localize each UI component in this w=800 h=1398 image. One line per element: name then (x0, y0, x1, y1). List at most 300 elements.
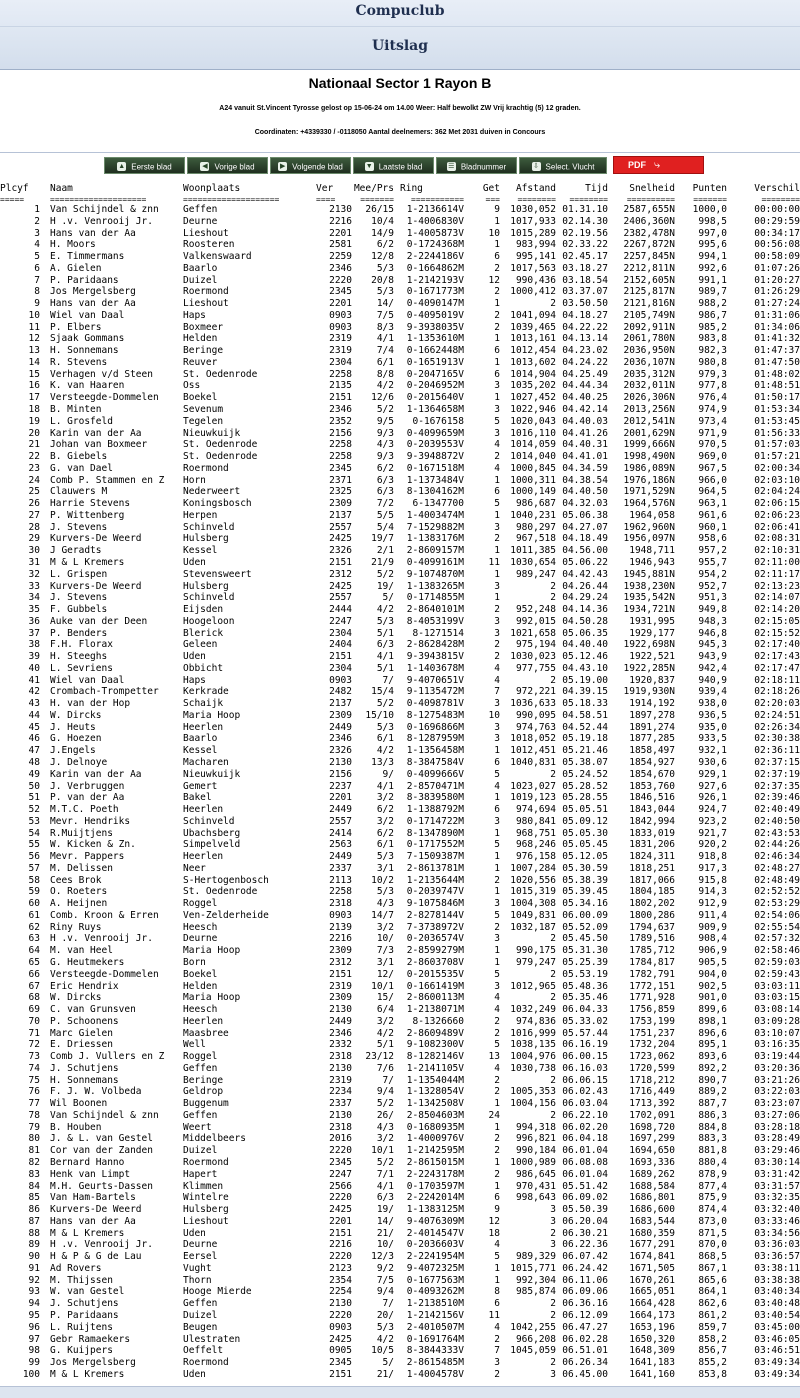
cell-entries: 10/4 (371, 215, 394, 227)
cell-club: 2201 (329, 227, 352, 239)
cell-ring-number: 1-2136614V (406, 204, 464, 215)
cell-name[interactable]: J. Schutjens (50, 1062, 119, 1074)
cell-town[interactable]: Sevenum (183, 404, 224, 416)
cell-points: 938,0 (698, 698, 727, 710)
cell-town[interactable]: Roermond (183, 462, 229, 474)
cell-town[interactable]: Thorn (183, 1274, 212, 1286)
cell-name[interactable]: W. Dircks (50, 709, 102, 721)
cell-town[interactable]: Deurne (183, 1239, 218, 1251)
cell-name[interactable]: E. Driessen (50, 1039, 113, 1051)
cell-town[interactable]: Hapert (183, 1168, 218, 1180)
cell-difference: 00:00:00 (754, 204, 800, 215)
cell-club: 2404 (329, 639, 352, 651)
cell-rank: 77 (28, 1098, 40, 1110)
cell-name[interactable]: Mevr. Pappers (50, 851, 125, 863)
cell-name[interactable]: M. Delissen (50, 862, 113, 874)
cell-town[interactable]: Deurne (183, 933, 218, 945)
cell-name[interactable]: J. Heuts (50, 721, 96, 733)
cell-name[interactable]: P. Paridaans (50, 1309, 119, 1321)
cell-name[interactable]: J.Engels (50, 745, 96, 757)
cell-town[interactable]: Heerlen (183, 804, 224, 816)
cell-town[interactable]: Oss (183, 380, 201, 392)
cell-town[interactable]: Kessel (183, 745, 218, 757)
cell-name[interactable]: M.H. Geurts-Dassen (50, 1180, 153, 1192)
cell-name[interactable]: Karin van der Aa (50, 427, 142, 439)
cell-name[interactable]: Mevr. Hendriks (50, 815, 131, 827)
cell-name[interactable]: Cees Brok (50, 874, 102, 886)
cell-town[interactable]: Macharen (183, 756, 229, 768)
cell-name[interactable]: Van Ham-Bartels (50, 1192, 136, 1204)
cell-name[interactable]: H. Sonnemans (50, 1074, 119, 1086)
cell-difference: 02:06:41 (754, 521, 800, 533)
cell-entries: 14/7 (371, 909, 394, 921)
cell-name[interactable]: Johan van Boxmeer (50, 439, 148, 451)
cell-town[interactable]: Born (183, 957, 206, 968)
cell-town[interactable]: Hoogeloon (183, 615, 235, 627)
cell-points: 998,5 (698, 215, 727, 227)
cell-ring-number: 1-1403678M (406, 662, 464, 674)
cell-name[interactable]: M & L Kremers (50, 1227, 125, 1239)
select-flight-button[interactable]: ⇩ Select. Vlucht (519, 157, 607, 174)
cell-town[interactable]: St. Oedenrode (183, 886, 258, 898)
cell-name[interactable]: F.H. Florax (50, 639, 113, 651)
cell-town[interactable]: Bakel (183, 792, 212, 804)
cell-town[interactable]: Uden (183, 556, 206, 568)
cell-name[interactable]: H .v. Venrooij Jr. (50, 1239, 153, 1251)
table-row (0, 639, 800, 651)
cell-entries: 12/8 (371, 251, 394, 263)
cell-name[interactable]: Wiel van Daal (50, 674, 125, 686)
cell-town[interactable]: Vught (183, 1262, 212, 1274)
cell-name[interactable]: L. Ruijtens (50, 1321, 113, 1333)
page-number-button[interactable]: ☰ Bladnummer (436, 157, 517, 174)
prev-page-button[interactable]: ◀ Vorige blad (187, 157, 268, 174)
download-icon: ⇩ (533, 163, 539, 171)
cell-town[interactable]: Geldrop (183, 1086, 224, 1098)
cell-town[interactable]: Neer (183, 862, 206, 874)
cell-town[interactable]: Heesch (183, 921, 218, 933)
cell-arrived: 1 (494, 545, 500, 557)
cell-difference: 02:37:15 (754, 756, 800, 768)
cell-points: 884,8 (698, 1121, 727, 1133)
table-row (0, 1298, 800, 1310)
cell-name[interactable]: L. Grosfeld (50, 415, 113, 427)
cell-town[interactable]: Eersel (183, 1251, 218, 1263)
cell-town[interactable]: Roermond (183, 1157, 229, 1169)
cell-name[interactable]: Comb J. Vullers en Z (50, 1051, 165, 1063)
cell-points: 960,1 (698, 521, 727, 533)
cell-name[interactable]: C. van Grunsven (50, 1004, 136, 1016)
cell-rank: 80 (28, 1133, 40, 1145)
cell-town[interactable]: Baarlo (183, 733, 218, 745)
cell-rank: 56 (28, 851, 40, 863)
cell-town[interactable]: Haps (183, 674, 206, 686)
cell-name[interactable]: Gebr Ramaekers (50, 1333, 131, 1345)
cell-name[interactable]: H .v. Venrooij Jr. (50, 215, 153, 227)
cell-name[interactable]: A. Gielen (50, 262, 102, 274)
cell-name[interactable]: G. Heutmekers (50, 957, 125, 968)
cell-difference: 02:15:05 (754, 615, 800, 627)
cell-name[interactable]: B. Houben (50, 1121, 102, 1133)
cell-town[interactable]: Horn (183, 474, 206, 486)
cell-town[interactable]: Roggel (183, 898, 218, 910)
cell-speed: 1697,299 (629, 1133, 675, 1145)
cell-name[interactable]: L. Grispen (50, 568, 108, 580)
cell-name[interactable]: Sjaak Gommans (50, 333, 125, 345)
cell-town[interactable]: Lieshout (183, 298, 229, 310)
cell-town[interactable]: Maria Hoop (183, 945, 241, 957)
cell-name[interactable]: Ad Rovers (50, 1262, 102, 1274)
cell-name[interactable]: J. & L. van Gestel (50, 1133, 153, 1145)
cell-name[interactable]: F. J. W. Volbeda (50, 1086, 142, 1098)
cell-name[interactable]: W. Dircks (50, 992, 102, 1004)
cell-name[interactable]: R. Stevens (50, 356, 108, 368)
cell-town[interactable]: Tegelen (183, 415, 224, 427)
cell-speed: 1817,066 (629, 874, 675, 886)
cell-name[interactable]: Comb. Kroon & Erren (50, 909, 159, 921)
cell-club: 2216 (329, 215, 352, 227)
cell-town[interactable]: Eijsden (183, 604, 224, 616)
cell-name[interactable]: Van Schijndel & znn (50, 204, 159, 215)
cell-ring-number: 9-1082300V (406, 1039, 464, 1051)
table-row (0, 875, 800, 887)
cell-name[interactable]: G. Kuijpers (50, 1345, 113, 1357)
cell-name[interactable]: Eric Hendrix (50, 980, 119, 992)
cell-town[interactable]: Boekel (183, 968, 218, 980)
cell-town[interactable]: Wintelre (183, 1192, 229, 1204)
cell-name[interactable]: Marc Gielen (50, 1027, 113, 1039)
cell-town[interactable]: Ulestraten (183, 1333, 241, 1345)
cell-time: 04.40.25 (562, 392, 608, 404)
cell-arrived: 2 (494, 651, 500, 663)
cell-name[interactable]: O. Roeters (50, 886, 108, 898)
cell-town[interactable]: Geffen (183, 1062, 218, 1074)
cell-town[interactable]: Geffen (183, 1298, 218, 1310)
cell-ring-number: 8-1326660 (412, 1015, 464, 1027)
cell-difference: 03:30:14 (754, 1157, 800, 1169)
cell-club: 2137 (329, 509, 352, 521)
cell-ring-number: 1-1356458M (406, 745, 464, 757)
cell-town[interactable]: Kessel (183, 545, 218, 557)
table-row (0, 1369, 800, 1381)
cell-name[interactable]: B. Giebels (50, 451, 108, 463)
cell-town[interactable]: Hooge Mierde (183, 1286, 252, 1298)
cell-time: 05.57.44 (562, 1027, 608, 1039)
cell-difference: 02:18:11 (754, 674, 800, 686)
cell-name[interactable]: Wiel van Daal (50, 309, 125, 321)
cell-town[interactable]: Heerlen (183, 1015, 224, 1027)
cell-club: 2130 (329, 1109, 352, 1121)
cell-town[interactable]: Reuver (183, 356, 218, 368)
table-row (0, 781, 800, 793)
cell-ring-number: 0-1671773M (406, 286, 464, 298)
cell-town[interactable]: Gemert (183, 780, 218, 792)
cell-difference: 02:06:15 (754, 498, 800, 510)
cell-town[interactable]: Geffen (183, 204, 218, 215)
cell-name[interactable]: Kurvers-De Weerd (50, 580, 142, 592)
cell-name[interactable]: E. Timmermans (50, 251, 125, 263)
cell-town[interactable]: Heesch (183, 1004, 218, 1016)
cell-town[interactable]: Heerlen (183, 721, 224, 733)
cell-town[interactable]: Roggel (183, 1051, 218, 1063)
cell-difference: 02:53:29 (754, 898, 800, 910)
cell-arrived: 3 (494, 627, 500, 639)
cell-town[interactable]: Koningsbosch (183, 498, 252, 510)
cell-name[interactable]: M & L Kremers (50, 1368, 125, 1380)
cell-difference: 03:34:56 (754, 1227, 800, 1239)
cell-town[interactable]: Weert (183, 1121, 212, 1133)
cell-town[interactable]: St. Oedenrode (183, 439, 258, 451)
cell-town[interactable]: Hulsberg (183, 533, 229, 545)
cell-name[interactable]: R.Muijtjens (50, 827, 113, 839)
cell-name[interactable]: Riny Ruys (50, 921, 102, 933)
cell-arrived: 2 (494, 639, 500, 651)
cell-town[interactable]: Deurne (183, 215, 218, 227)
cell-rank: 73 (28, 1051, 40, 1063)
cell-name[interactable]: H. van der Hop (50, 698, 131, 710)
cell-town[interactable]: Beringe (183, 345, 224, 357)
cell-points: 943,9 (698, 651, 727, 663)
cell-name[interactable]: Bernard Hanno (50, 1157, 125, 1169)
cell-distance: 970,431 (515, 1180, 556, 1192)
cell-name[interactable]: K. van Haaren (50, 380, 125, 392)
cell-name[interactable]: G. van Dael (50, 462, 113, 474)
cell-rank: 47 (28, 745, 40, 757)
cell-town[interactable]: Duizel (183, 1145, 218, 1157)
cell-town[interactable]: Helden (183, 333, 218, 345)
cell-name[interactable]: H & P & G de Lau (50, 1251, 142, 1263)
cell-town[interactable]: Schinveld (183, 815, 235, 827)
cell-town[interactable]: Kerkrade (183, 686, 229, 698)
cell-time: 06.47.27 (562, 1321, 608, 1333)
cell-name[interactable]: H. Steeghs (50, 651, 108, 663)
cell-town[interactable]: St. Oedenrode (183, 451, 258, 463)
cell-club: 2130 (329, 1062, 352, 1074)
cell-town[interactable]: Maria Hoop (183, 992, 241, 1004)
cell-town[interactable]: Simpelveld (183, 839, 241, 851)
first-page-button[interactable]: ▲ Eerste blad (104, 157, 185, 174)
cell-name[interactable]: J. Verbruggen (50, 780, 125, 792)
cell-town[interactable]: Heerlen (183, 851, 224, 863)
cell-name[interactable]: J. Stevens (50, 592, 108, 604)
cell-club: 2216 (329, 1239, 352, 1251)
cell-difference: 02:39:46 (754, 792, 800, 804)
cell-name[interactable]: J. Stevens (50, 521, 108, 533)
cell-difference: 03:16:35 (754, 1039, 800, 1051)
cell-town[interactable]: Hulsberg (183, 580, 229, 592)
cell-name[interactable]: G. Hoezen (50, 733, 102, 745)
cell-time: 03.18.54 (562, 274, 608, 286)
cell-town[interactable]: Obbicht (183, 662, 224, 674)
cell-rank: 13 (28, 345, 40, 357)
cell-town[interactable]: Nieuwkuijk (183, 427, 241, 439)
cell-town[interactable]: Schaijk (183, 698, 224, 710)
cell-arrived: 1 (494, 827, 500, 839)
cell-ring-number: 8-1304162M (406, 486, 464, 498)
cell-town[interactable]: Hulsberg (183, 1204, 229, 1216)
cell-town[interactable]: Herpen (183, 509, 218, 521)
cell-town[interactable]: Lieshout (183, 227, 229, 239)
cell-town[interactable]: S-Hertogenbosch (183, 874, 269, 886)
cell-club: 2151 (329, 968, 352, 980)
cell-town[interactable]: Oeffelt (183, 1345, 224, 1357)
cell-name[interactable]: P. Schoonens (50, 1015, 119, 1027)
cell-rank: 95 (28, 1309, 40, 1321)
cell-town[interactable]: Ven-Zelderheide (183, 909, 269, 921)
next-page-button[interactable]: ▶ Volgende blad (270, 157, 351, 174)
cell-town[interactable]: Uden (183, 1227, 206, 1239)
cell-town[interactable]: Boekel (183, 392, 218, 404)
cell-town[interactable]: Geffen (183, 1109, 218, 1121)
cell-name[interactable]: P. Paridaans (50, 274, 119, 286)
cell-difference: 00:56:08 (754, 239, 800, 251)
cell-town[interactable]: Roermond (183, 286, 229, 298)
cell-name[interactable]: Karin van der Aa (50, 768, 142, 780)
cell-town[interactable]: Uden (183, 651, 206, 663)
cell-town[interactable]: Roermond (183, 1357, 229, 1369)
cell-rank: 44 (28, 709, 40, 721)
cell-name[interactable]: M. Thijssen (50, 1274, 113, 1286)
cell-speed: 1785,712 (629, 945, 675, 957)
cell-town[interactable]: Stevensweert (183, 568, 252, 580)
cell-name[interactable]: B. Minten (50, 404, 102, 416)
cell-name[interactable]: W. Kicken & Zn. (50, 839, 136, 851)
cell-time: 04.41.26 (562, 427, 608, 439)
cell-town[interactable]: Blerick (183, 627, 224, 639)
cell-name[interactable]: A. Heijnen (50, 898, 108, 910)
cell-points: 995,6 (698, 239, 727, 251)
cell-club: 2425 (329, 580, 352, 592)
cell-town[interactable]: Valkenswaard (183, 251, 252, 263)
cell-name[interactable]: Van Schijndel & znn (50, 1109, 159, 1121)
cell-points: 874,4 (698, 1204, 727, 1216)
cell-difference: 02:14:20 (754, 604, 800, 616)
cell-name[interactable]: Hans van der Aa (50, 1215, 136, 1227)
cell-name[interactable]: Clauwers M (50, 486, 108, 498)
cell-name[interactable]: M.T.C. Poeth (50, 804, 119, 816)
cell-town[interactable]: Beringe (183, 1074, 224, 1086)
cell-points: 864,1 (698, 1286, 727, 1298)
cell-town[interactable]: Boxmeer (183, 321, 224, 333)
cell-town[interactable]: Ubachsberg (183, 827, 241, 839)
cell-town[interactable]: Helden (183, 980, 218, 992)
cell-ring-number: 0-1662448M (406, 345, 464, 357)
cell-ring-number: 1-2138071M (406, 1004, 464, 1016)
cell-name[interactable]: J. Delnoye (50, 756, 108, 768)
cell-arrived: 2 (494, 1015, 500, 1027)
cell-points: 865,6 (698, 1274, 727, 1286)
cell-name[interactable]: Harrie Stevens (50, 498, 131, 510)
cell-name[interactable]: Verhagen v/d Steen (50, 368, 153, 380)
cell-club: 0905 (329, 1345, 352, 1357)
cell-name[interactable]: Jos Mergelsberg (50, 1357, 136, 1369)
cell-club: 2247 (329, 615, 352, 627)
cell-name[interactable]: Kurvers-De Weerd (50, 1204, 142, 1216)
cell-name[interactable]: P. Benders (50, 627, 108, 639)
cell-distance: 1030,738 (510, 1062, 556, 1074)
cell-town[interactable]: Schinveld (183, 592, 235, 604)
cell-town[interactable]: Nieuwkuijk (183, 768, 241, 780)
cell-town[interactable]: Baarlo (183, 262, 218, 274)
cell-name[interactable]: Cor van der Zanden (50, 1145, 153, 1157)
cell-town[interactable]: Lieshout (183, 1215, 229, 1227)
cell-town[interactable]: Nederweert (183, 486, 241, 498)
cell-town[interactable]: Beugen (183, 1321, 218, 1333)
cell-name[interactable]: P. Wittenberg (50, 509, 125, 521)
cell-town[interactable]: Haps (183, 309, 206, 321)
cell-name[interactable]: W. van Gestel (50, 1286, 125, 1298)
cell-town[interactable]: Schinveld (183, 521, 235, 533)
cell-name[interactable]: P. van der Aa (50, 792, 125, 804)
cell-name[interactable]: Hans van der Aa (50, 227, 136, 239)
cell-entries: 5/ (382, 592, 394, 604)
cell-name[interactable]: H. Sonnemans (50, 345, 119, 357)
cell-name[interactable]: F. Gubbels (50, 604, 108, 616)
cell-town[interactable]: Middelbeers (183, 1133, 246, 1145)
cell-town[interactable]: St. Oedenrode (183, 368, 258, 380)
last-page-button[interactable]: ▼ Laatste blad (353, 157, 434, 174)
cell-name[interactable]: M. van Heel (50, 945, 113, 957)
cell-arrived: 6 (494, 1298, 500, 1310)
cell-name[interactable]: H. Moors (50, 239, 96, 251)
cell-town[interactable]: Geleen (183, 639, 218, 651)
cell-name[interactable]: Auke van der Deen (50, 615, 148, 627)
cell-town[interactable]: Uden (183, 1368, 206, 1380)
cell-name[interactable]: Kurvers-De Weerd (50, 533, 142, 545)
cell-town[interactable]: Duizel (183, 1309, 218, 1321)
cell-arrived: 2 (494, 1074, 500, 1086)
cell-name[interactable]: Hans van der Aa (50, 298, 136, 310)
cell-name[interactable]: Comb P. Stammen en Z (50, 474, 165, 486)
cell-town[interactable]: Maasbree (183, 1027, 229, 1039)
cell-points: 986,7 (698, 309, 727, 321)
cell-speed: 1648,309 (629, 1345, 675, 1357)
cell-name[interactable]: J. Schutjens (50, 1298, 119, 1310)
cell-town[interactable]: Roosteren (183, 239, 235, 251)
cell-speed: 1771,928 (629, 992, 675, 1004)
cell-town[interactable]: Maria Hoop (183, 709, 241, 721)
cell-distance: 3 (550, 1204, 556, 1216)
cell-club: 2130 (329, 1004, 352, 1016)
cell-name[interactable]: L. Sevriens (50, 662, 113, 674)
cell-name[interactable]: P. Elbers (50, 321, 102, 333)
cell-name[interactable]: M & L Kremers (50, 556, 125, 568)
cell-town[interactable]: Buggenum (183, 1098, 229, 1110)
cell-arrived: 1 (494, 356, 500, 368)
cell-rank: 10 (28, 309, 40, 321)
cell-difference: 02:15:52 (754, 627, 800, 639)
cell-town[interactable]: Duizel (183, 274, 218, 286)
cell-ring-number: 2-8613781M (406, 862, 464, 874)
race-coordinates: Coordinaten: +4339330 / -0118050 Aantal deelnemers: 362 Met 2031 duiven in Concours (254, 129, 546, 136)
cell-time: 06.51.01 (562, 1345, 608, 1357)
cell-name[interactable]: Henk van Limpt (50, 1168, 131, 1180)
cell-name[interactable]: Versteegde-Dommelen (50, 968, 159, 980)
cell-name[interactable]: Wil Boonen (50, 1098, 108, 1110)
cell-arrived: 4 (494, 674, 500, 686)
cell-town[interactable]: Klimmen (183, 1180, 224, 1192)
pdf-button[interactable]: PDF ⤷ (613, 156, 704, 174)
cell-name[interactable]: J Geradts (50, 545, 102, 557)
toolbar (0, 152, 800, 181)
cell-name[interactable]: H .v. Venrooij Jr. (50, 933, 153, 945)
cell-club: 2237 (329, 780, 352, 792)
cell-name[interactable]: Jos Mergelsberg (50, 286, 136, 298)
cell-name[interactable]: Crombach-Trompetter (50, 686, 159, 698)
cell-difference: 02:04:24 (754, 486, 800, 498)
cell-name[interactable]: Versteegde-Dommelen (50, 392, 159, 404)
cell-town[interactable]: Well (183, 1039, 206, 1051)
